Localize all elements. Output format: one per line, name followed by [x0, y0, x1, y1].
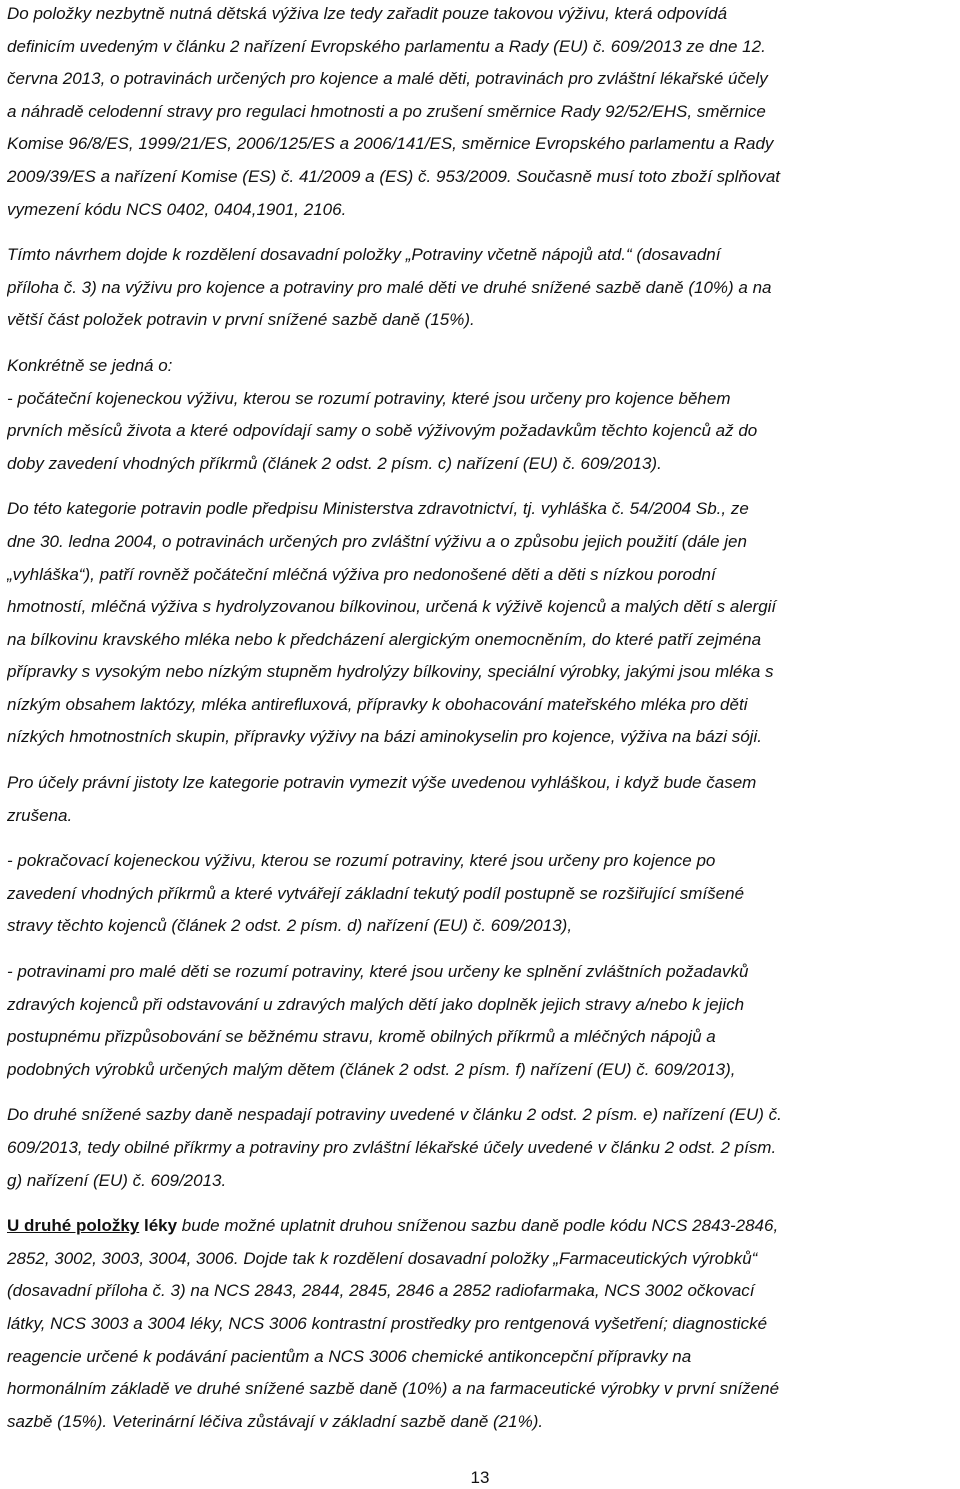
paragraph-line: Pro účely právní jistoty lze kategorie potravin vymezit výše uvedenou vyhláškou, i když bude časem [7, 773, 757, 793]
paragraph-line: a náhradě celodenní stravy pro regulaci hmotnosti a po zrušení směrnice Rady 92/52/EHS, směrnice [7, 101, 766, 121]
paragraph-line: 2852, 3002, 3003, 3004, 3006. Dojde tak k rozdělení dosavadní položky „Farmaceutických výrobků“ [7, 1248, 758, 1268]
paragraph-line: dne 30. ledna 2004, o potravinách určených pro zvláštní výživu a o způsobu jejich použití (dále jen [7, 531, 747, 551]
paragraph-follow-on-formula [7, 845, 955, 943]
paragraph-line: Tímto návrhem dojde k rozdělení dosavadní položky „Potraviny včetně nápojů atd.“ (dosavadní [7, 245, 721, 265]
paragraph-line: „vyhláška“), patří rovněž počáteční mléčná výživa pro nedonošené děti a děti s nízkou porodní [7, 564, 716, 584]
paragraph-line: větší část položek potravin v první snížené sazbě daně (15%). [7, 310, 475, 330]
paragraph-line: června 2013, o potravinách určených pro kojence a malé děti, potravinách pro zvláštní lékařské účely [7, 69, 768, 89]
paragraph-line: stravy těchto kojenců (článek 2 odst. 2 písm. d) nařízení (EU) č. 609/2013), [7, 916, 573, 936]
lead-bold-heading: léky [143, 1216, 178, 1236]
paragraph-line: - potravinami pro malé děti se rozumí potraviny, které jsou určeny ke splnění zvláštních požadavků [7, 962, 749, 982]
paragraph-infant-formula [7, 350, 955, 480]
paragraph-essential-child-nutrition [7, 0, 955, 226]
paragraph-line: příloha č. 3) na výživu pro kojence a potraviny pro malé děti ve druhé snížené sazbě daně (10%) a na [7, 277, 772, 297]
paragraph-split-of-item [7, 239, 955, 337]
paragraph-line: (dosavadní příloha č. 3) na NCS 2843, 2844, 2845, 2846 a 2852 radiofarmaka, NCS 3002 očkovací [7, 1281, 755, 1301]
paragraph-line: Do položky nezbytně nutná dětská výživa lze tedy zařadit pouze takovou výživu, která odpovídá [7, 4, 728, 23]
paragraph-decree-category [7, 493, 955, 754]
paragraph-line: zavedení vhodných příkrmů a které vytvářejí základní tekutý podíl postupně se rozšiřující smíšené [7, 883, 745, 903]
paragraph-young-children-food [7, 956, 955, 1086]
paragraph-line: látky, NCS 3003 a 3004 léky, NCS 3006 kontrastní prostředky pro rentgenová vyšetření; diagnostické [7, 1313, 768, 1333]
paragraph-line: podobných výrobků určených malým dětem (článek 2 odst. 2 písm. f) nařízení (EU) č. 609/2013), [7, 1059, 736, 1079]
paragraph-line: sazbě (15%). Veterinární léčiva zůstávají v základní sazbě daně (21%). [7, 1411, 544, 1431]
paragraph-line [7, 1210, 955, 1243]
paragraph-line: doby zavedení vhodných příkrmů (článek 2 odst. 2 písm. c) nařízení (EU) č. 609/2013). [7, 453, 662, 473]
paragraph-line: postupnému přizpůsobování se běžnému stravu, kromě obilných příkrmů a mléčných nápojů a [7, 1027, 716, 1047]
paragraph-line: g) nařízení (EU) č. 609/2013. [7, 1170, 227, 1190]
paragraph-line: - počáteční kojeneckou výživu, kterou se rozumí potraviny, které jsou určeny pro kojence během [7, 388, 731, 408]
page-number: 13 [470, 1468, 490, 1487]
paragraph-line: nízkých hmotnostních skupin, přípravky výživy na bázi aminokyselin pro kojence, výživa na bázi sóji. [7, 727, 762, 747]
paragraph-line: nízkým obsahem laktózy, mléka antirefluxová, přípravky k obohacování mateřského mléka pro děti [7, 694, 748, 714]
lead-underlined-heading: U druhé položky [7, 1216, 140, 1236]
paragraph-line: Konkrétně se jedná o: [7, 355, 173, 375]
paragraph-line: - pokračovací kojeneckou výživu, kterou se rozumí potraviny, které jsou určeny pro kojence po [7, 851, 716, 871]
document-body [7, 0, 955, 1451]
paragraph-excluded-foods [7, 1099, 955, 1197]
paragraph-line: 609/2013, tedy obilné příkrmy a potraviny pro zvláštní lékařské účely uvedené v článku 2 odst. 2 písm. [7, 1138, 777, 1157]
paragraph-line: Do druhé snížené sazby daně nespadají potraviny uvedené v článku 2 odst. 2 písm. e) nařízení (EU) č. [7, 1105, 782, 1125]
paragraph-line-rest: bude možné uplatnit druhou sníženou sazbu daně podle kódu NCS 2843-2846, [181, 1216, 779, 1236]
paragraph-line: na bílkovinu kravského mléka nebo k předcházení alergickým onemocněním, do které patří zejména [7, 629, 762, 649]
paragraph-legal-certainty [7, 767, 955, 832]
paragraph-line: zrušena. [7, 805, 73, 825]
paragraph-line: hormonálním základě ve druhé snížené sazbě daně (10%) a na farmaceutické výrobky v první snížené [7, 1379, 780, 1399]
paragraph-line: prvních měsíců života a které odpovídají samy o sobě výživovým požadavkům těchto kojenců až do [7, 421, 758, 441]
paragraph-line: 2009/39/ES a nařízení Komise (ES) č. 41/2009 a (ES) č. 953/2009. Současně musí toto zboží splňovat [7, 166, 781, 186]
paragraph-medicines [7, 1210, 955, 1438]
paragraph-line: zdravých kojenců při odstavování u zdravých malých dětí jako doplněk jejich stravy a/nebo k jejich [7, 994, 745, 1014]
paragraph-line: reagencie určené k podávání pacientům a NCS 3006 chemické antikoncepční přípravky na [7, 1346, 692, 1366]
paragraph-line: hmotností, mléčná výživa s hydrolyzovanou bílkovinou, určená k výživě kojenců a malých dětí s alergií [7, 597, 777, 617]
paragraph-line: přípravky s vysokým nebo nízkým stupněm hydrolýzy bílkoviny, speciální výrobky, jakými jsou mléka s [7, 662, 774, 682]
paragraph-line: vymezení kódu NCS 0402, 0404,1901, 2106. [7, 199, 347, 219]
paragraph-line: Do této kategorie potravin podle předpisu Ministerstva zdravotnictví, tj. vyhláška č. 54/2004 Sb., ze [7, 499, 749, 519]
paragraph-line: definicím uvedeným v článku 2 nařízení Evropského parlamentu a Rady (EU) č. 609/2013 ze dne 12. [7, 36, 766, 56]
paragraph-line: Komise 96/8/ES, 1999/21/ES, 2006/125/ES a 2006/141/ES, směrnice Evropského parlamentu a Rady [7, 134, 774, 154]
